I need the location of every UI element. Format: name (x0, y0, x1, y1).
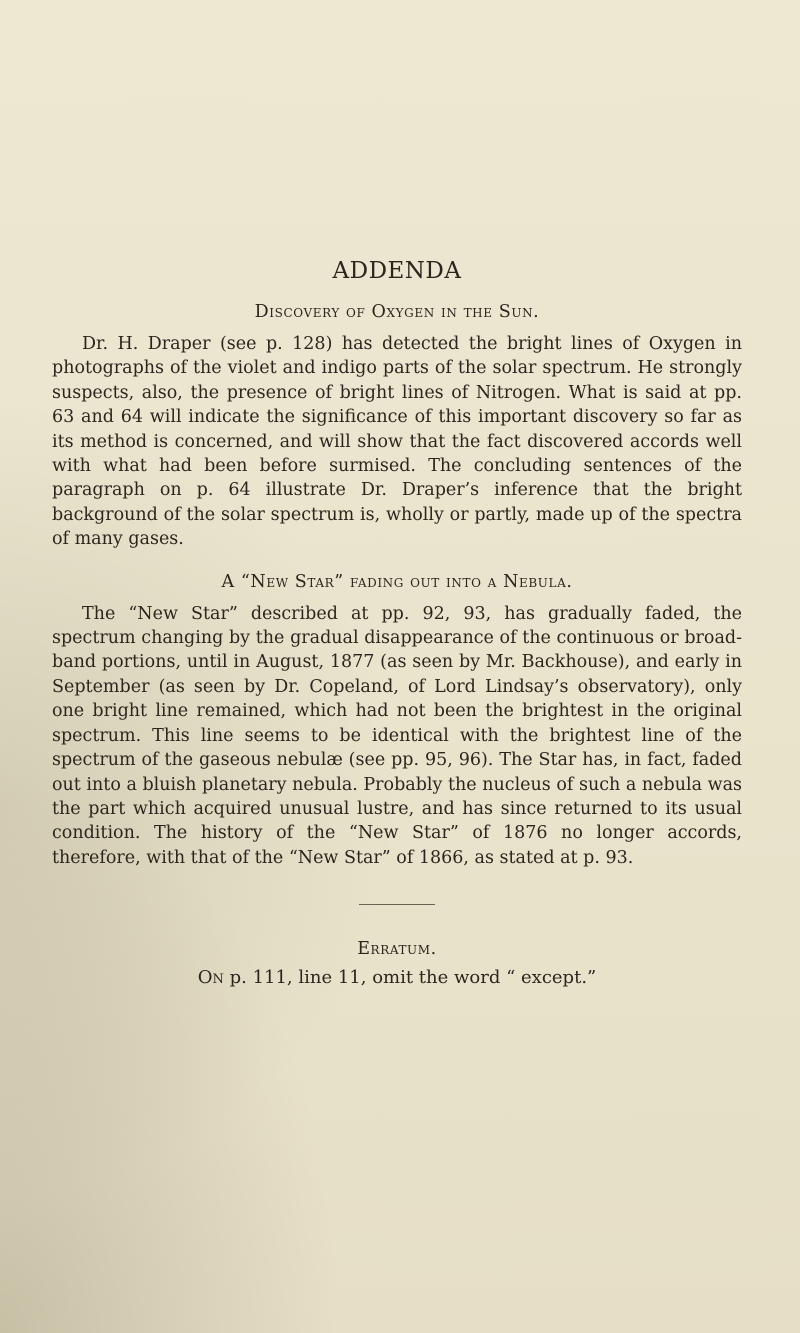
section-heading-new-star: A “New Star” fading out into a Nebula. (221, 571, 573, 592)
section-body-new-star: The “New Star” described at pp. 92, 93, has gradually faded, the spectrum changing by the gradual disappearance of the continuous or broad-band portions, until in August, 1877 (as seen by Mr. Backhouse), and early in September (as seen by Dr. Copeland, of Lord Lindsay’s observatory), only one bright line remained, which had not been the brightest in the original spectrum. This line seems to be identical with the brightest line of the spectrum of the gaseous nebulæ (see pp. 95, 96). The Star has, in fact, faded out into a bluish planetary nebula. Probably the nucleus of such a nebula was the part which acquired unusual lustre, and has since returned to its usual condition. The history of the “New Star” of 1876 no longer accords, therefore, with that of the “New Star” of 1866, as stated at p. 93. (52, 603, 742, 868)
section-divider (359, 904, 435, 905)
erratum-lead: On (197, 967, 224, 989)
erratum-body: p. 111, line 11, omit the word “ except.” (223, 967, 597, 989)
erratum-text (52, 967, 742, 988)
document-page (52, 258, 742, 988)
section-body-oxygen: Dr. H. Draper (see p. 128) has detected the bright lines of Oxygen in photographs of the violet and indigo parts of the solar spectrum. He strongly suspects, also, the presence of bright lines of Nitrogen. What is said at pp. 63 and 64 will indicate the significance of this important discovery so far as its method is concerned, and will show that the fact discovered accords well with what had been before surmised. The concluding sentences of the paragraph on p. 64 illustrate Dr. Draper’s inference that the bright background of the solar spectrum is, wholly or partly, made up of the spectra of many gases. (52, 334, 742, 550)
page-title: ADDENDA (332, 258, 462, 284)
erratum-heading: Erratum. (357, 939, 437, 960)
section-heading-oxygen: Discovery of Oxygen in the Sun. (254, 302, 540, 322)
